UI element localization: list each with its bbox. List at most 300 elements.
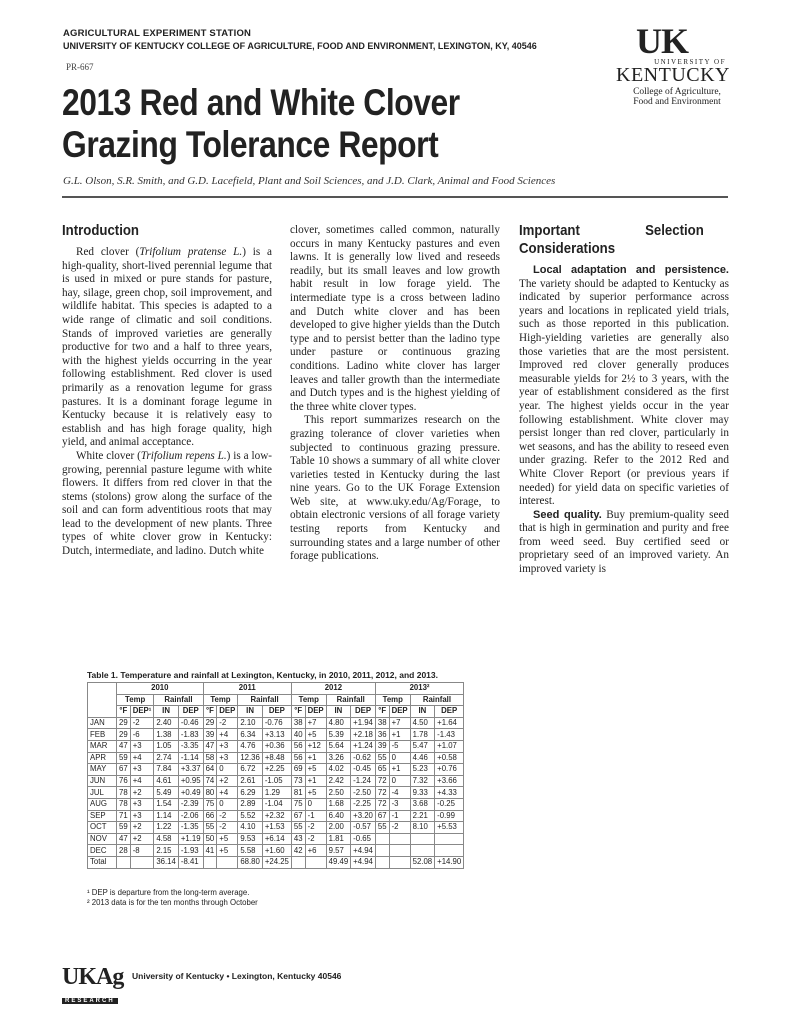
row-label: OCT bbox=[88, 822, 117, 834]
table-cell: +1 bbox=[389, 764, 410, 776]
table-cell: -1 bbox=[389, 810, 410, 822]
table-cell: 2.40 bbox=[154, 717, 179, 729]
column-subheader: °F bbox=[375, 706, 389, 718]
table-cell bbox=[389, 856, 410, 868]
table-cell: 74 bbox=[203, 775, 217, 787]
species-white-clover: Trifolium repens L. bbox=[140, 449, 227, 462]
table-cell: 4.10 bbox=[238, 822, 263, 834]
authors: G.L. Olson, S.R. Smith, and G.D. Lacefield, Plant and Soil Sciences, and J.D. Clark, Animal and Food Sciences bbox=[63, 175, 556, 187]
table-cell: 6.72 bbox=[238, 764, 263, 776]
footer-address: University of Kentucky • Lexington, Kentucky 40546 bbox=[132, 971, 342, 981]
ukag-logo-research: RESEARCH bbox=[62, 998, 118, 1004]
table-cell: +4 bbox=[217, 787, 238, 799]
table-cell: 59 bbox=[117, 752, 131, 764]
temp-group-header: Temp bbox=[291, 694, 326, 706]
column-subheader: DEP bbox=[435, 706, 464, 718]
heading-selection-considerations: Important Selection Considerations bbox=[519, 222, 704, 257]
station-name: AGRICULTURAL EXPERIMENT STATION bbox=[63, 28, 252, 39]
table-cell: +5 bbox=[305, 764, 326, 776]
table-cell: +6 bbox=[305, 845, 326, 857]
heading-introduction: Introduction bbox=[62, 222, 139, 239]
table-cell: 5.52 bbox=[238, 810, 263, 822]
table-cell: +14.90 bbox=[435, 856, 464, 868]
year-header: 2011 bbox=[203, 683, 291, 695]
uk-logo-mark: UK bbox=[636, 21, 688, 61]
table-cell: +0.36 bbox=[262, 740, 291, 752]
table-cell: +6.14 bbox=[262, 833, 291, 845]
table-cell: 75 bbox=[291, 798, 305, 810]
table-cell: -8 bbox=[130, 845, 154, 857]
table-cell: 73 bbox=[291, 775, 305, 787]
table-cell: 0 bbox=[305, 798, 326, 810]
university-address: UNIVERSITY OF KENTUCKY COLLEGE OF AGRICULTURE, FOOD AND ENVIRONMENT, LEXINGTON, KY, 40546 bbox=[63, 41, 537, 51]
table-cell bbox=[410, 833, 435, 845]
rainfall-group-header: Rainfall bbox=[238, 694, 292, 706]
table-cell: 39 bbox=[203, 729, 217, 741]
table-cell: +5 bbox=[305, 787, 326, 799]
ukag-research-logo bbox=[62, 965, 123, 1007]
row-label: NOV bbox=[88, 833, 117, 845]
column-introduction bbox=[62, 222, 272, 559]
table-cell: 1.29 bbox=[262, 787, 291, 799]
row-label: JUL bbox=[88, 787, 117, 799]
table-cell: +3.13 bbox=[262, 729, 291, 741]
table-cell: -2 bbox=[217, 810, 238, 822]
table-cell: +2 bbox=[130, 833, 154, 845]
column-subheader: IN bbox=[410, 706, 435, 718]
table-cell: 55 bbox=[203, 822, 217, 834]
table-cell: 41 bbox=[203, 845, 217, 857]
table-cell: 2.61 bbox=[238, 775, 263, 787]
table-cell: +4 bbox=[217, 729, 238, 741]
table-cell: -2 bbox=[389, 822, 410, 834]
table-cell: +4.33 bbox=[435, 787, 464, 799]
table-cell: -1.14 bbox=[178, 752, 203, 764]
column-subheader: DEP bbox=[389, 706, 410, 718]
table-cell: -1.35 bbox=[178, 822, 203, 834]
publication-number: PR-667 bbox=[66, 62, 94, 72]
table-cell: +3 bbox=[130, 764, 154, 776]
table-cell: 0 bbox=[389, 775, 410, 787]
table-cell: +3 bbox=[130, 798, 154, 810]
table-cell: 7.84 bbox=[154, 764, 179, 776]
table-caption: Table 1. Temperature and rainfall at Lexington, Kentucky, in 2010, 2011, 2012, and 2013. bbox=[87, 670, 438, 680]
table-cell: +3 bbox=[130, 740, 154, 752]
table-cell: -0.99 bbox=[435, 810, 464, 822]
column-subheader: DEP¹ bbox=[130, 706, 154, 718]
table-cell bbox=[305, 856, 326, 868]
table-cell: -0.65 bbox=[351, 833, 376, 845]
table-cell: +1.60 bbox=[262, 845, 291, 857]
table-cell: 6.40 bbox=[326, 810, 351, 822]
table-cell: +2 bbox=[130, 822, 154, 834]
table-cell bbox=[375, 833, 389, 845]
table-cell bbox=[117, 856, 131, 868]
table-row bbox=[88, 798, 464, 810]
col2-paragraph-1: clover, sometimes called common, naturally occurs in many Kentucky pastures and even lawns. It is generally low lived and reseeds readily, but its small leaves and low growth habit result in low forage yield. The intermediate type is a cross between ladino and Dutch white clover and has been developed to give higher yields than the Dutch type and to persist better than the ladino type under pasture or continuous grazing conditions. Ladino white clover has larger leaves and taller growth than the intermediate and Dutch types and is the highest yielding of the three white clover types. bbox=[290, 224, 500, 413]
table-cell: 59 bbox=[117, 822, 131, 834]
table-cell: 1.68 bbox=[326, 798, 351, 810]
temp-group-header: Temp bbox=[203, 694, 238, 706]
table-cell: 1.54 bbox=[154, 798, 179, 810]
table-cell: -2.06 bbox=[178, 810, 203, 822]
table-cell: 56 bbox=[291, 740, 305, 752]
table-note-1: ¹ DEP is departure from the long-term average. bbox=[87, 888, 250, 897]
table-row bbox=[88, 810, 464, 822]
table-cell: -1.83 bbox=[178, 729, 203, 741]
table-cell: 2.42 bbox=[326, 775, 351, 787]
table-cell: +8.48 bbox=[262, 752, 291, 764]
table-row bbox=[88, 752, 464, 764]
table-cell: 47 bbox=[203, 740, 217, 752]
row-label: DEC bbox=[88, 845, 117, 857]
table-cell: 50 bbox=[203, 833, 217, 845]
table-cell: -0.25 bbox=[435, 798, 464, 810]
table-cell: -3 bbox=[389, 798, 410, 810]
table-cell: -2.50 bbox=[351, 787, 376, 799]
table-notes bbox=[87, 888, 258, 908]
intro-paragraph-1: Red clover (Trifolium pratense L.) is a high-quality, short-lived perennial legume that is used in mixed or pure stands for pasture, hay, silage, green chop, soil improvement, and wildlife habitat. This species is adapted to a wide range of climatic and soil conditions. Stands of improved varieties are generally productive for two and a half to three years, with the highest yields occurring in the year following establishment. Red clover is used primarily as a renovation legume for grass pastures. It is a dominant forage legume in Kentucky because it is relatively easy to establish and has high forage quality, high yield, and animal acceptance. bbox=[62, 246, 272, 449]
table-cell: 64 bbox=[203, 764, 217, 776]
table-corner bbox=[88, 683, 117, 718]
table-cell: 5.47 bbox=[410, 740, 435, 752]
table-cell: +1 bbox=[389, 729, 410, 741]
table-cell: +0.95 bbox=[178, 775, 203, 787]
table-cell: +5 bbox=[305, 729, 326, 741]
table-cell: +4.94 bbox=[351, 845, 376, 857]
table-cell: 2.74 bbox=[154, 752, 179, 764]
table-cell: -1.93 bbox=[178, 845, 203, 857]
table-cell: 4.76 bbox=[238, 740, 263, 752]
table-cell: +24.25 bbox=[262, 856, 291, 868]
table-cell: -5 bbox=[389, 740, 410, 752]
table-cell bbox=[389, 845, 410, 857]
table-cell: 42 bbox=[291, 845, 305, 857]
table-cell: 1.38 bbox=[154, 729, 179, 741]
row-label: APR bbox=[88, 752, 117, 764]
column-subheader: DEP bbox=[217, 706, 238, 718]
table-body bbox=[88, 717, 464, 868]
year-header: 2012 bbox=[291, 683, 375, 695]
table-cell: 69 bbox=[291, 764, 305, 776]
table-cell: +0.76 bbox=[435, 764, 464, 776]
table-cell: 55 bbox=[375, 822, 389, 834]
table-cell: -3.35 bbox=[178, 740, 203, 752]
table-cell: +5.53 bbox=[435, 822, 464, 834]
table-cell: 9.57 bbox=[326, 845, 351, 857]
runin-seed-quality: Seed quality. bbox=[533, 508, 602, 521]
table-cell: 43 bbox=[291, 833, 305, 845]
table-row bbox=[88, 822, 464, 834]
table-cell: 29 bbox=[117, 717, 131, 729]
table-cell: -1.43 bbox=[435, 729, 464, 741]
table-cell: +3.66 bbox=[435, 775, 464, 787]
row-label: JUN bbox=[88, 775, 117, 787]
table-cell: -1 bbox=[305, 810, 326, 822]
column-subheader: IN bbox=[154, 706, 179, 718]
column-subheader: DEP bbox=[178, 706, 203, 718]
table-cell: 67 bbox=[291, 810, 305, 822]
title-divider bbox=[62, 196, 728, 198]
title-line-2: Grazing Tolerance Report bbox=[62, 124, 439, 165]
table-cell: -2.39 bbox=[178, 798, 203, 810]
table-cell: 56 bbox=[291, 752, 305, 764]
table-cell: 1.22 bbox=[154, 822, 179, 834]
table-cell: 0 bbox=[217, 798, 238, 810]
table-cell: 40 bbox=[291, 729, 305, 741]
table-cell: -2 bbox=[305, 833, 326, 845]
table-row bbox=[88, 775, 464, 787]
table-cell: 2.15 bbox=[154, 845, 179, 857]
table-cell: 8.10 bbox=[410, 822, 435, 834]
table-cell: +2.18 bbox=[351, 729, 376, 741]
table-cell: -0.57 bbox=[351, 822, 376, 834]
table-cell: 9.53 bbox=[238, 833, 263, 845]
table-cell: -1.05 bbox=[262, 775, 291, 787]
table-cell: +4 bbox=[130, 752, 154, 764]
row-label: FEB bbox=[88, 729, 117, 741]
table-cell: 81 bbox=[291, 787, 305, 799]
table-cell: +2.25 bbox=[262, 764, 291, 776]
table-cell: +3 bbox=[130, 810, 154, 822]
uk-logo-college bbox=[624, 87, 730, 107]
table-cell: 4.80 bbox=[326, 717, 351, 729]
table-cell: -2 bbox=[130, 717, 154, 729]
table-note-2: ² 2013 data is for the ten months through October bbox=[87, 898, 258, 907]
table-subheader-row bbox=[88, 706, 464, 718]
table-cell bbox=[410, 845, 435, 857]
table-cell: 72 bbox=[375, 798, 389, 810]
table-cell: 49.49 bbox=[326, 856, 351, 868]
table-cell: 47 bbox=[117, 740, 131, 752]
col2-paragraph-2: This report summarizes research on the grazing tolerance of clover varieties when subjected to continuous grazing pressure. Table 10 shows a summary of all white clover varieties tested in Kentucky during the last nine years. Go to the UK Forage Extension Web site, at www.uky.edu/Ag/Forage, to obtain electronic versions of all forage variety testing reports from Kentucky and surrounding states and a large number of other forage publications. bbox=[290, 414, 500, 563]
table-cell: 4.50 bbox=[410, 717, 435, 729]
table-cell: 29 bbox=[203, 717, 217, 729]
table-cell: -0.76 bbox=[262, 717, 291, 729]
table-cell: 52.08 bbox=[410, 856, 435, 868]
table-cell: 75 bbox=[203, 798, 217, 810]
table-cell: +7 bbox=[305, 717, 326, 729]
table-cell: +2 bbox=[130, 787, 154, 799]
table-cell: -2.25 bbox=[351, 798, 376, 810]
table-cell: 6.29 bbox=[238, 787, 263, 799]
table-cell: +1.64 bbox=[435, 717, 464, 729]
year-header: 2013² bbox=[375, 683, 463, 695]
table-cell: 76 bbox=[117, 775, 131, 787]
table-cell: +1.07 bbox=[435, 740, 464, 752]
table-cell: 28 bbox=[117, 845, 131, 857]
row-label: MAY bbox=[88, 764, 117, 776]
table-cell: 55 bbox=[291, 822, 305, 834]
table-cell: -2 bbox=[305, 822, 326, 834]
rainfall-group-header: Rainfall bbox=[410, 694, 464, 706]
table-cell: 2.00 bbox=[326, 822, 351, 834]
column-subheader: IN bbox=[238, 706, 263, 718]
table-row bbox=[88, 729, 464, 741]
table-cell: 78 bbox=[117, 798, 131, 810]
table-cell: -8.41 bbox=[178, 856, 203, 868]
table-cell: 4.02 bbox=[326, 764, 351, 776]
table-cell: 80 bbox=[203, 787, 217, 799]
table-cell: 72 bbox=[375, 787, 389, 799]
table-cell: +3.20 bbox=[351, 810, 376, 822]
column-subheader: DEP bbox=[262, 706, 291, 718]
column-subheader: °F bbox=[203, 706, 217, 718]
table-cell: +5 bbox=[217, 833, 238, 845]
table-row bbox=[88, 787, 464, 799]
table-cell: 4.46 bbox=[410, 752, 435, 764]
table-cell: 65 bbox=[375, 764, 389, 776]
table-cell: 68.80 bbox=[238, 856, 263, 868]
table-cell: -2 bbox=[217, 822, 238, 834]
uk-logo bbox=[610, 21, 730, 107]
uk-logo-university-of: UNIVERSITY OF bbox=[654, 58, 726, 66]
table-cell bbox=[389, 833, 410, 845]
temp-group-header: Temp bbox=[375, 694, 410, 706]
page-title bbox=[62, 82, 544, 166]
table-cell bbox=[217, 856, 238, 868]
rainfall-group-header: Rainfall bbox=[326, 694, 375, 706]
column-subheader: DEP bbox=[305, 706, 326, 718]
table-cell: +4.94 bbox=[351, 856, 376, 868]
table-cell: 38 bbox=[291, 717, 305, 729]
ukag-logo-text: UKAg bbox=[62, 964, 124, 990]
table-cell bbox=[435, 833, 464, 845]
table-cell: 36.14 bbox=[154, 856, 179, 868]
column-subheader: IN bbox=[326, 706, 351, 718]
table-cell: -6 bbox=[130, 729, 154, 741]
table-cell: 5.39 bbox=[326, 729, 351, 741]
table-row bbox=[88, 717, 464, 729]
table-cell: 12.36 bbox=[238, 752, 263, 764]
table-cell: +3.37 bbox=[178, 764, 203, 776]
row-label: Total bbox=[88, 856, 117, 868]
table-cell: 9.33 bbox=[410, 787, 435, 799]
table-cell: 5.23 bbox=[410, 764, 435, 776]
table-cell: 4.58 bbox=[154, 833, 179, 845]
table-cell: 0 bbox=[389, 752, 410, 764]
table-cell: -4 bbox=[389, 787, 410, 799]
table-cell: 47 bbox=[117, 833, 131, 845]
table-cell: -0.62 bbox=[351, 752, 376, 764]
table-cell: +4 bbox=[130, 775, 154, 787]
table-cell bbox=[435, 845, 464, 857]
table-cell: 2.89 bbox=[238, 798, 263, 810]
intro-paragraph-2: White clover (Trifolium repens L.) is a low-growing, perennial pasture legume with white flowers. It differs from red clover in that the stems (stolons) grow along the surface of the soil and can form adventitious roots that may lead to the development of new plants. Three types of white clover grow in Kentucky: Dutch, intermediate, and ladino. Dutch white bbox=[62, 449, 272, 558]
table-row bbox=[88, 764, 464, 776]
table-cell: -0.45 bbox=[351, 764, 376, 776]
rainfall-group-header: Rainfall bbox=[154, 694, 203, 706]
table-cell: +5 bbox=[217, 845, 238, 857]
table-cell: +3 bbox=[217, 752, 238, 764]
weather-table bbox=[87, 682, 464, 869]
college-line-1: College of Agriculture, bbox=[633, 87, 721, 97]
temp-group-header: Temp bbox=[117, 694, 154, 706]
table-cell: 3.26 bbox=[326, 752, 351, 764]
table-cell: +1 bbox=[305, 752, 326, 764]
table-cell: -1.24 bbox=[351, 775, 376, 787]
table-cell: +0.58 bbox=[435, 752, 464, 764]
table-cell: 78 bbox=[117, 787, 131, 799]
table-year-row bbox=[88, 683, 464, 695]
col3-paragraph-1: Local adaptation and persistence. The variety should be adapted to Kentucky as indicated by superior performance across years and locations in replicated yield trials, such as those reported in this publication. High-yielding varieties are generally also those varieties that are the most persistent. Improved red clover generally produces measurable yields for 2½ to 3 years, with the year of establishment considered as the first year. The highest yields occur in the year following establishment. White clover may persist longer than red clover, particularly in wet seasons, and has the ability to reseed even under grazing. Refer to the 2012 Red and White Clover Report (or previous years if needed) for yield data on specific varieties of interest. bbox=[519, 264, 729, 508]
col3-paragraph-2: Seed quality. Buy premium-quality seed that is high in germination and purity and free from weed seed. Buy certified seed or proprietary seed of an improved variety. An improved variety is bbox=[519, 508, 729, 576]
table-cell: 38 bbox=[375, 717, 389, 729]
table-cell: +1.94 bbox=[351, 717, 376, 729]
title-line-1: 2013 Red and White Clover bbox=[62, 82, 460, 123]
table-cell: +1.24 bbox=[351, 740, 376, 752]
row-label: SEP bbox=[88, 810, 117, 822]
table-cell: 5.64 bbox=[326, 740, 351, 752]
table-row bbox=[88, 856, 464, 868]
table-cell: -0.46 bbox=[178, 717, 203, 729]
row-label: MAR bbox=[88, 740, 117, 752]
table-cell: 0 bbox=[217, 764, 238, 776]
table-cell: 55 bbox=[375, 752, 389, 764]
table-cell: 2.10 bbox=[238, 717, 263, 729]
table-cell bbox=[203, 856, 217, 868]
table-cell: 1.14 bbox=[154, 810, 179, 822]
table-cell: +2 bbox=[217, 775, 238, 787]
table-cell: +1.53 bbox=[262, 822, 291, 834]
table-cell: 5.58 bbox=[238, 845, 263, 857]
table-cell: 6.34 bbox=[238, 729, 263, 741]
table-cell bbox=[130, 856, 154, 868]
table-cell: 2.50 bbox=[326, 787, 351, 799]
table-cell: +1 bbox=[305, 775, 326, 787]
row-label: JAN bbox=[88, 717, 117, 729]
table-cell: +3 bbox=[217, 740, 238, 752]
table-row bbox=[88, 833, 464, 845]
table-cell: 67 bbox=[117, 764, 131, 776]
table-cell: +2.32 bbox=[262, 810, 291, 822]
column-subheader: °F bbox=[291, 706, 305, 718]
table-group-row bbox=[88, 694, 464, 706]
table-cell: 5.49 bbox=[154, 787, 179, 799]
table-cell: 72 bbox=[375, 775, 389, 787]
table-cell: 36 bbox=[375, 729, 389, 741]
table-cell: 1.05 bbox=[154, 740, 179, 752]
column-subheader: °F bbox=[117, 706, 131, 718]
table-row bbox=[88, 740, 464, 752]
table-cell: 3.68 bbox=[410, 798, 435, 810]
table-cell: 39 bbox=[375, 740, 389, 752]
table-cell bbox=[375, 845, 389, 857]
year-header: 2010 bbox=[117, 683, 204, 695]
table-cell: 67 bbox=[375, 810, 389, 822]
uk-logo-kentucky: KENTUCKY bbox=[616, 64, 730, 86]
table-cell: +12 bbox=[305, 740, 326, 752]
runin-local-adaptation: Local adaptation and persistence. bbox=[533, 264, 729, 276]
table-cell: +0.49 bbox=[178, 787, 203, 799]
table-cell: 1.81 bbox=[326, 833, 351, 845]
table-cell: 58 bbox=[203, 752, 217, 764]
column-subheader: DEP bbox=[351, 706, 376, 718]
table-cell: 1.78 bbox=[410, 729, 435, 741]
table-cell: 29 bbox=[117, 729, 131, 741]
table-cell: 4.61 bbox=[154, 775, 179, 787]
column-middle bbox=[290, 224, 500, 564]
table-cell: 7.32 bbox=[410, 775, 435, 787]
table-cell bbox=[291, 856, 305, 868]
table-cell: -2 bbox=[217, 717, 238, 729]
table-row bbox=[88, 845, 464, 857]
column-selection-considerations bbox=[519, 222, 729, 577]
table-cell: 71 bbox=[117, 810, 131, 822]
table-cell: +1.19 bbox=[178, 833, 203, 845]
species-red-clover: Trifolium pratense L. bbox=[139, 246, 243, 258]
table-cell: 66 bbox=[203, 810, 217, 822]
